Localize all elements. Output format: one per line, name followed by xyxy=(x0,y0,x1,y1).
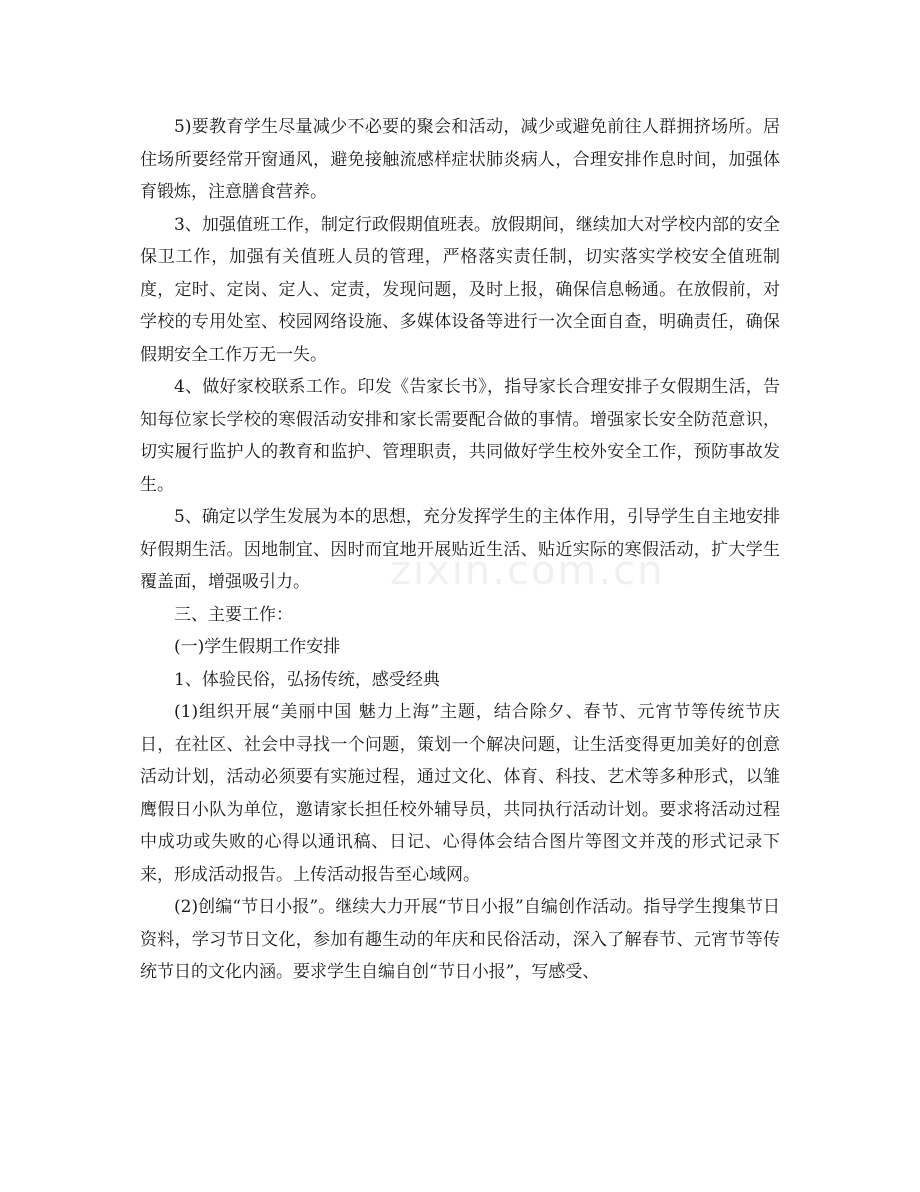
watermark: zixin.com.cn xyxy=(390,548,665,594)
paragraph-4: 5、确定以学生发展为本的思想，充分发挥学生的主体作用，引导学生自主地安排好假期生活。因地制宜、因时而宜地开展贴近生活、贴近实际的寒假活动，扩大学生覆盖面，增强吸引力。 xyxy=(140,507,780,592)
paragraph-6: (2)创编“节日小报”。继续大力开展“节日小报”自编创作活动。指导学生搜集节日资料，学习节日文化，参加有趣生动的年庆和民俗活动，深入了解春节、元宵节等传统节日的文化内涵。要求学生自编自创“节日小报”，写感受、 xyxy=(140,897,780,982)
section-heading: 三、主要工作： xyxy=(174,604,293,625)
subsection-heading: (一)学生假期工作安排 xyxy=(174,637,341,657)
document-body xyxy=(140,111,780,989)
paragraph-1: 5)要教育学生尽量减少不必要的聚会和活动，减少或避免前往人群拥挤场所。居住场所要经常开窗通风，避免接触流感样症状肺炎病人，合理安排作息时间，加强体育锻炼，注意膳食营养。 xyxy=(140,117,780,202)
paragraph-3: 4、做好家校联系工作。印发《告家长书》，指导家长合理安排子女假期生活，告知每位家长学校的寒假活动安排和家长需要配合做的事情。增强家长安全防范意识，切实履行监护人的教育和监护、管理职责，共同做好学生校外安全工作，预防事故发生。 xyxy=(140,377,780,495)
item-heading: 1、体验民俗，弘扬传统，感受经典 xyxy=(174,669,440,690)
paragraph-5: (1)组织开展“美丽中国 魅力上海”主题，结合除夕、春节、元宵节等传统节庆日，在社区、社会中寻找一个问题，策划一个解决问题，让生活变得更加美好的创意活动计划，活动必须要有实施过程，通过文化、体育、科技、艺术等多种形式，以雏鹰假日小队为单位，邀请家长担任校外辅导员，共同执行活动计划。要求将活动过程中成功或失败的心得以通讯稿、日记、心得体会结合图片等图文并茂的形式记录下来，形成活动报告。上传活动报告至心域网。 xyxy=(140,702,780,885)
paragraph-2: 3、加强值班工作，制定行政假期值班表。放假期间，继续加大对学校内部的安全保卫工作，加强有关值班人员的管理，严格落实责任制，切实落实学校安全值班制度，定时、定岗、定人、定责，发现问题，及时上报，确保信息畅通。在放假前，对学校的专用处室、校园网络设施、多媒体设备等进行一次全面自查，明确责任，确保假期安全工作万无一失。 xyxy=(140,214,780,365)
